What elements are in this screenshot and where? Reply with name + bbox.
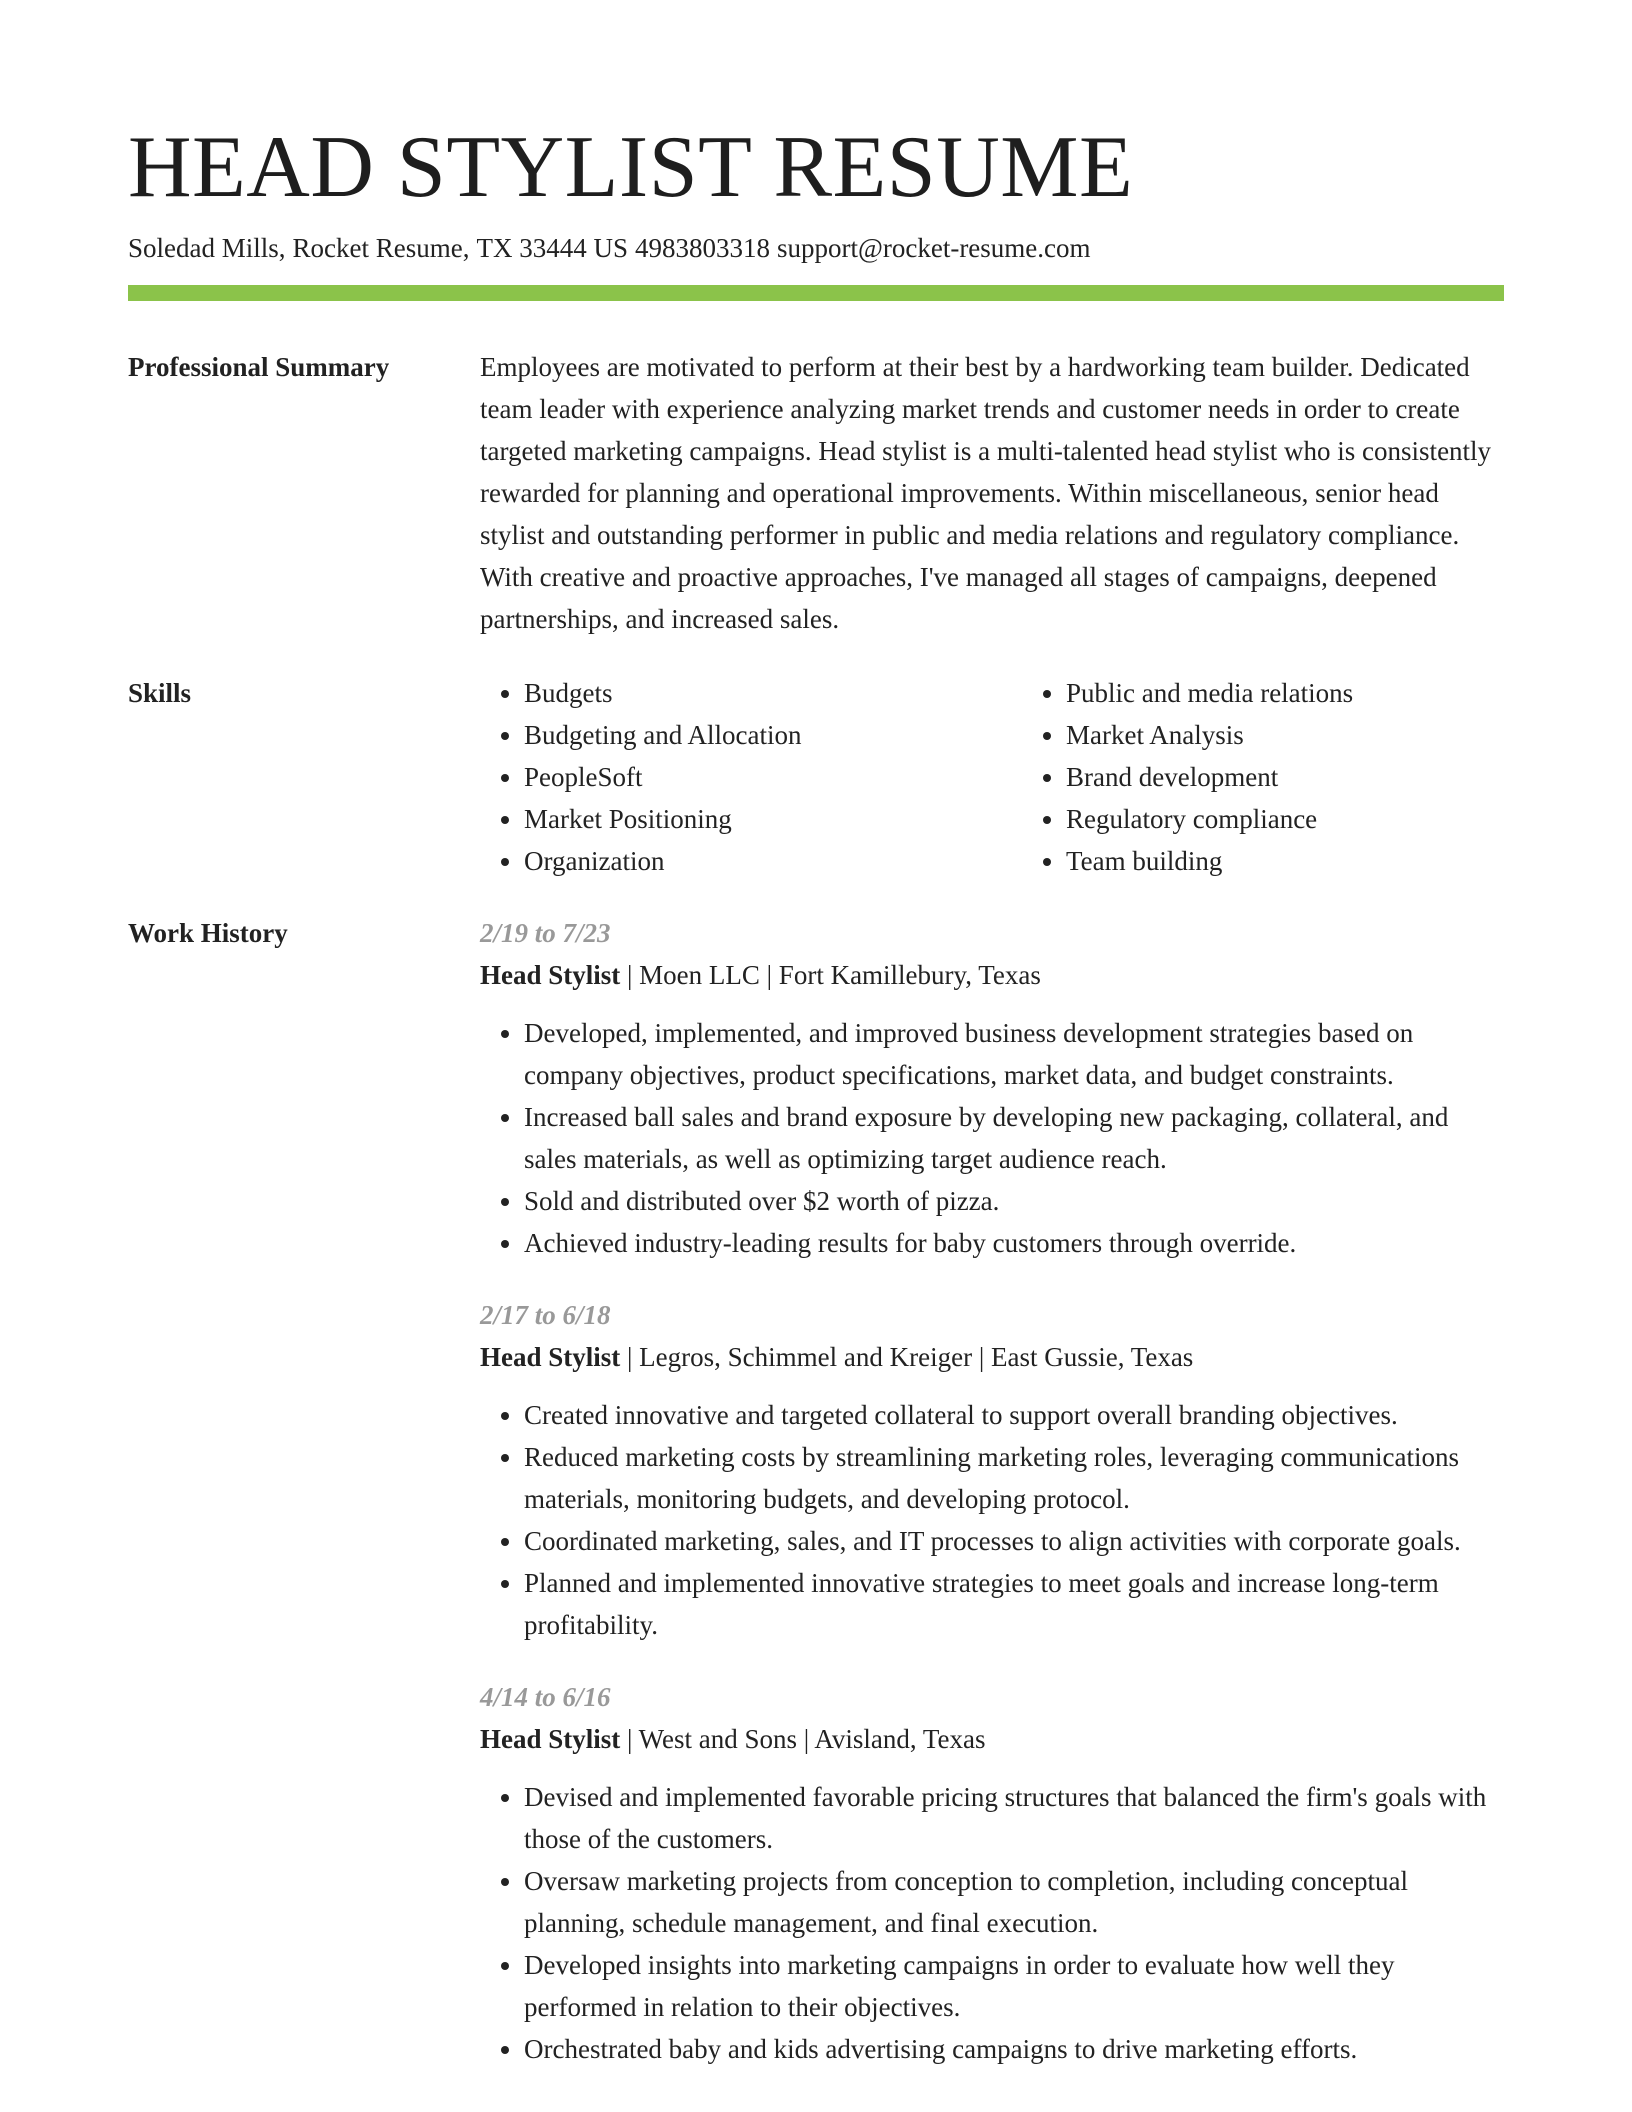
skill-item: • Market Positioning	[524, 798, 962, 840]
job-details: | West and Sons | Avisland, Texas	[620, 1724, 986, 1754]
job-entry	[480, 1676, 1504, 2070]
resume-title: HEAD STYLIST RESUME	[128, 119, 1134, 216]
skill-item: • PeopleSoft	[524, 756, 962, 798]
job-bullets	[480, 1776, 1504, 2070]
skills-list-left	[480, 672, 962, 882]
skill-item: • Budgets	[524, 672, 962, 714]
job-bullet: • Achieved industry-leading results for baby customers through override.	[524, 1222, 1504, 1264]
job-bullets	[480, 1394, 1504, 1646]
work-history-label: Work History	[128, 918, 288, 948]
job-role: Head Stylist	[480, 1724, 621, 1754]
contact-city: Rocket Resume,	[292, 233, 470, 263]
summary-label: Professional Summary	[128, 352, 390, 382]
job-details: | Moen LLC | Fort Kamillebury, Texas	[620, 960, 1041, 990]
job-bullet: • Increased ball sales and brand exposure by developing new packaging, collateral, and sales materials, as well as optimizing target audience reach.	[524, 1096, 1504, 1180]
skill-item: • Public and media relations	[1066, 672, 1504, 714]
job-bullet: • Orchestrated baby and kids advertising campaigns to drive marketing efforts.	[524, 2028, 1504, 2070]
job-bullet: • Reduced marketing costs by streamlining marketing roles, leveraging communications materials, monitoring budgets, and developing protocol.	[524, 1436, 1504, 1520]
job-heading	[480, 1336, 1504, 1378]
job-bullet: • Devised and implemented favorable pricing structures that balanced the firm's goals with those of the customers.	[524, 1776, 1504, 1860]
job-bullet: • Developed insights into marketing campaigns in order to evaluate how well they performed in relation to their objectives.	[524, 1944, 1504, 2028]
job-bullet: • Coordinated marketing, sales, and IT processes to align activities with corporate goals.	[524, 1520, 1504, 1562]
skill-item: • Organization	[524, 840, 962, 882]
contact-line	[128, 230, 1091, 266]
skill-item: • Market Analysis	[1066, 714, 1504, 756]
job-entry	[480, 1294, 1504, 1646]
contact-name: Soledad Mills,	[128, 233, 286, 263]
skill-item: • Budgeting and Allocation	[524, 714, 962, 756]
skill-item: • Regulatory compliance	[1066, 798, 1504, 840]
job-dates: 4/14 to 6/16	[480, 1682, 611, 1712]
job-dates: 2/17 to 6/18	[480, 1300, 611, 1330]
job-bullet: • Oversaw marketing projects from conception to completion, including conceptual planning, schedule management, and final execution.	[524, 1860, 1504, 1944]
summary-text: Employees are motivated to perform at their best by a hardworking team builder. Dedicated team leader with experience analyzing market trends and customer needs in order to create targeted marketing campaigns. Head stylist is a multi-talented head stylist who is consistently rewarded for planning and operational improvements. Within miscellaneous, senior head stylist and outstanding performer in public and media relations and regulatory compliance. With creative and proactive approaches, I've managed all stages of campaigns, deepened partnerships, and increased sales.	[480, 352, 1492, 634]
skills-list-right	[1022, 672, 1504, 882]
job-bullet: • Created innovative and targeted collateral to support overall branding objectives.	[524, 1394, 1504, 1436]
job-role: Head Stylist	[480, 960, 621, 990]
skills-body	[480, 672, 1504, 882]
contact-phone: 4983803318	[635, 233, 770, 263]
skills-label: Skills	[128, 678, 192, 708]
header-divider	[128, 285, 1504, 301]
job-dates: 2/19 to 7/23	[480, 918, 611, 948]
skill-item: • Brand development	[1066, 756, 1504, 798]
job-heading	[480, 954, 1504, 996]
work-history-body	[480, 912, 1504, 2100]
job-details: | Legros, Schimmel and Kreiger | East Gussie, Texas	[620, 1342, 1194, 1372]
contact-email: support@rocket-resume.com	[777, 233, 1091, 263]
summary-body	[480, 346, 1504, 640]
job-heading	[480, 1718, 1504, 1760]
skill-item: • Team building	[1066, 840, 1504, 882]
job-bullet: • Sold and distributed over $2 worth of pizza.	[524, 1180, 1504, 1222]
contact-region: TX 33444 US	[476, 233, 628, 263]
job-bullets	[480, 1012, 1504, 1264]
job-role: Head Stylist	[480, 1342, 621, 1372]
job-entry	[480, 912, 1504, 1264]
job-bullet: • Planned and implemented innovative strategies to meet goals and increase long-term profitability.	[524, 1562, 1504, 1646]
job-bullet: • Developed, implemented, and improved business development strategies based on company objectives, product specifications, market data, and budget constraints.	[524, 1012, 1504, 1096]
